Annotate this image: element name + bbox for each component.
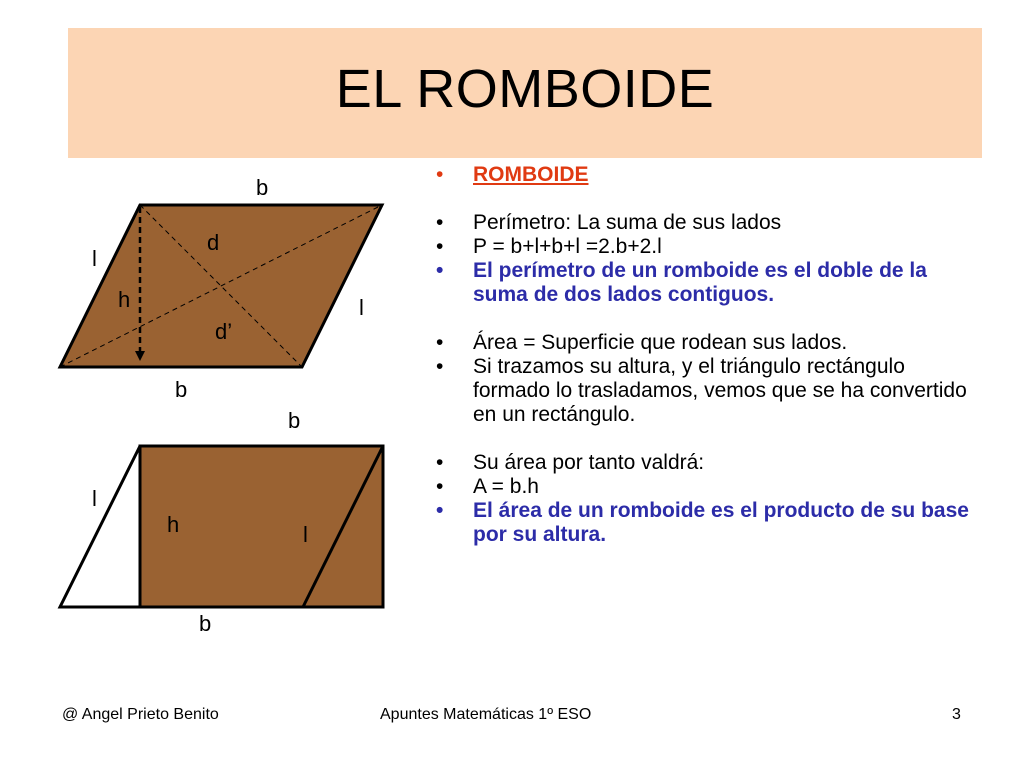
rhomboid-figure bbox=[60, 175, 382, 402]
bullet-marker: • bbox=[436, 499, 444, 522]
bullet-text-emphasis: El perímetro de un romboide es el doble de la suma de dos lados contiguos. bbox=[473, 259, 927, 306]
bullet-item bbox=[436, 163, 976, 187]
rectangle-label-right-side: l bbox=[303, 522, 308, 547]
bullet-marker: • bbox=[436, 211, 444, 234]
rectangle-label-bottom-base: b bbox=[199, 611, 212, 636]
bullet-marker: • bbox=[436, 235, 444, 258]
rectangle-label-top-base: b bbox=[288, 408, 301, 433]
bullet-marker: • bbox=[436, 331, 444, 354]
rhomboid-label-top-base: b bbox=[256, 175, 269, 200]
bullet-item bbox=[436, 235, 976, 259]
bullet-text: Si trazamos su altura, y el triángulo rectángulo formado lo trasladamos, vemos que se ha convertido en un rectángulo. bbox=[473, 355, 967, 426]
rhomboid-label-bottom-base: b bbox=[175, 377, 188, 402]
bullet-text-emphasis: El área de un romboide es el producto de su base por su altura. bbox=[473, 499, 969, 546]
slide-title: EL ROMBOIDE bbox=[335, 59, 715, 119]
footer-author: @ Angel Prieto Benito bbox=[62, 706, 219, 723]
bullet-item bbox=[436, 475, 976, 499]
bullet-text: P = b+l+b+l =2.b+2.l bbox=[473, 235, 662, 258]
bullet-item bbox=[436, 259, 976, 307]
footer-page-number: 3 bbox=[952, 706, 961, 723]
bullet-item bbox=[436, 211, 976, 235]
bullet-item bbox=[436, 355, 976, 427]
rectangle-label-height: h bbox=[167, 512, 180, 537]
rhomboid-label-left-side: l bbox=[92, 246, 97, 271]
bullet-marker: • bbox=[436, 163, 444, 186]
bullet-text: Perímetro: La suma de sus lados bbox=[473, 211, 782, 234]
bullet-item bbox=[436, 451, 976, 475]
bullet-marker: • bbox=[436, 259, 444, 282]
bullet-item bbox=[436, 499, 976, 547]
bullet-marker: • bbox=[436, 475, 444, 498]
bullet-marker: • bbox=[436, 355, 444, 378]
rectangle-label-left-side: l bbox=[92, 486, 97, 511]
rhomboid-label-right-side: l bbox=[359, 295, 364, 320]
bullet-list bbox=[436, 163, 976, 547]
moved-triangle bbox=[60, 446, 140, 607]
bullet-text: Área = Superficie que rodean sus lados. bbox=[473, 331, 848, 354]
rhomboid-label-height: h bbox=[118, 287, 131, 312]
bullet-marker: • bbox=[436, 451, 444, 474]
rhomboid-label-diagonal-d-prime: d’ bbox=[215, 319, 233, 344]
rectangle-figure bbox=[60, 408, 383, 636]
section-heading: ROMBOIDE bbox=[473, 163, 589, 186]
bullet-text: Su área por tanto valdrá: bbox=[473, 451, 705, 474]
bullet-text: A = b.h bbox=[473, 475, 539, 498]
footer-course: Apuntes Matemáticas 1º ESO bbox=[380, 706, 592, 723]
rhomboid-label-diagonal-d: d bbox=[207, 230, 220, 255]
bullet-item bbox=[436, 331, 976, 355]
